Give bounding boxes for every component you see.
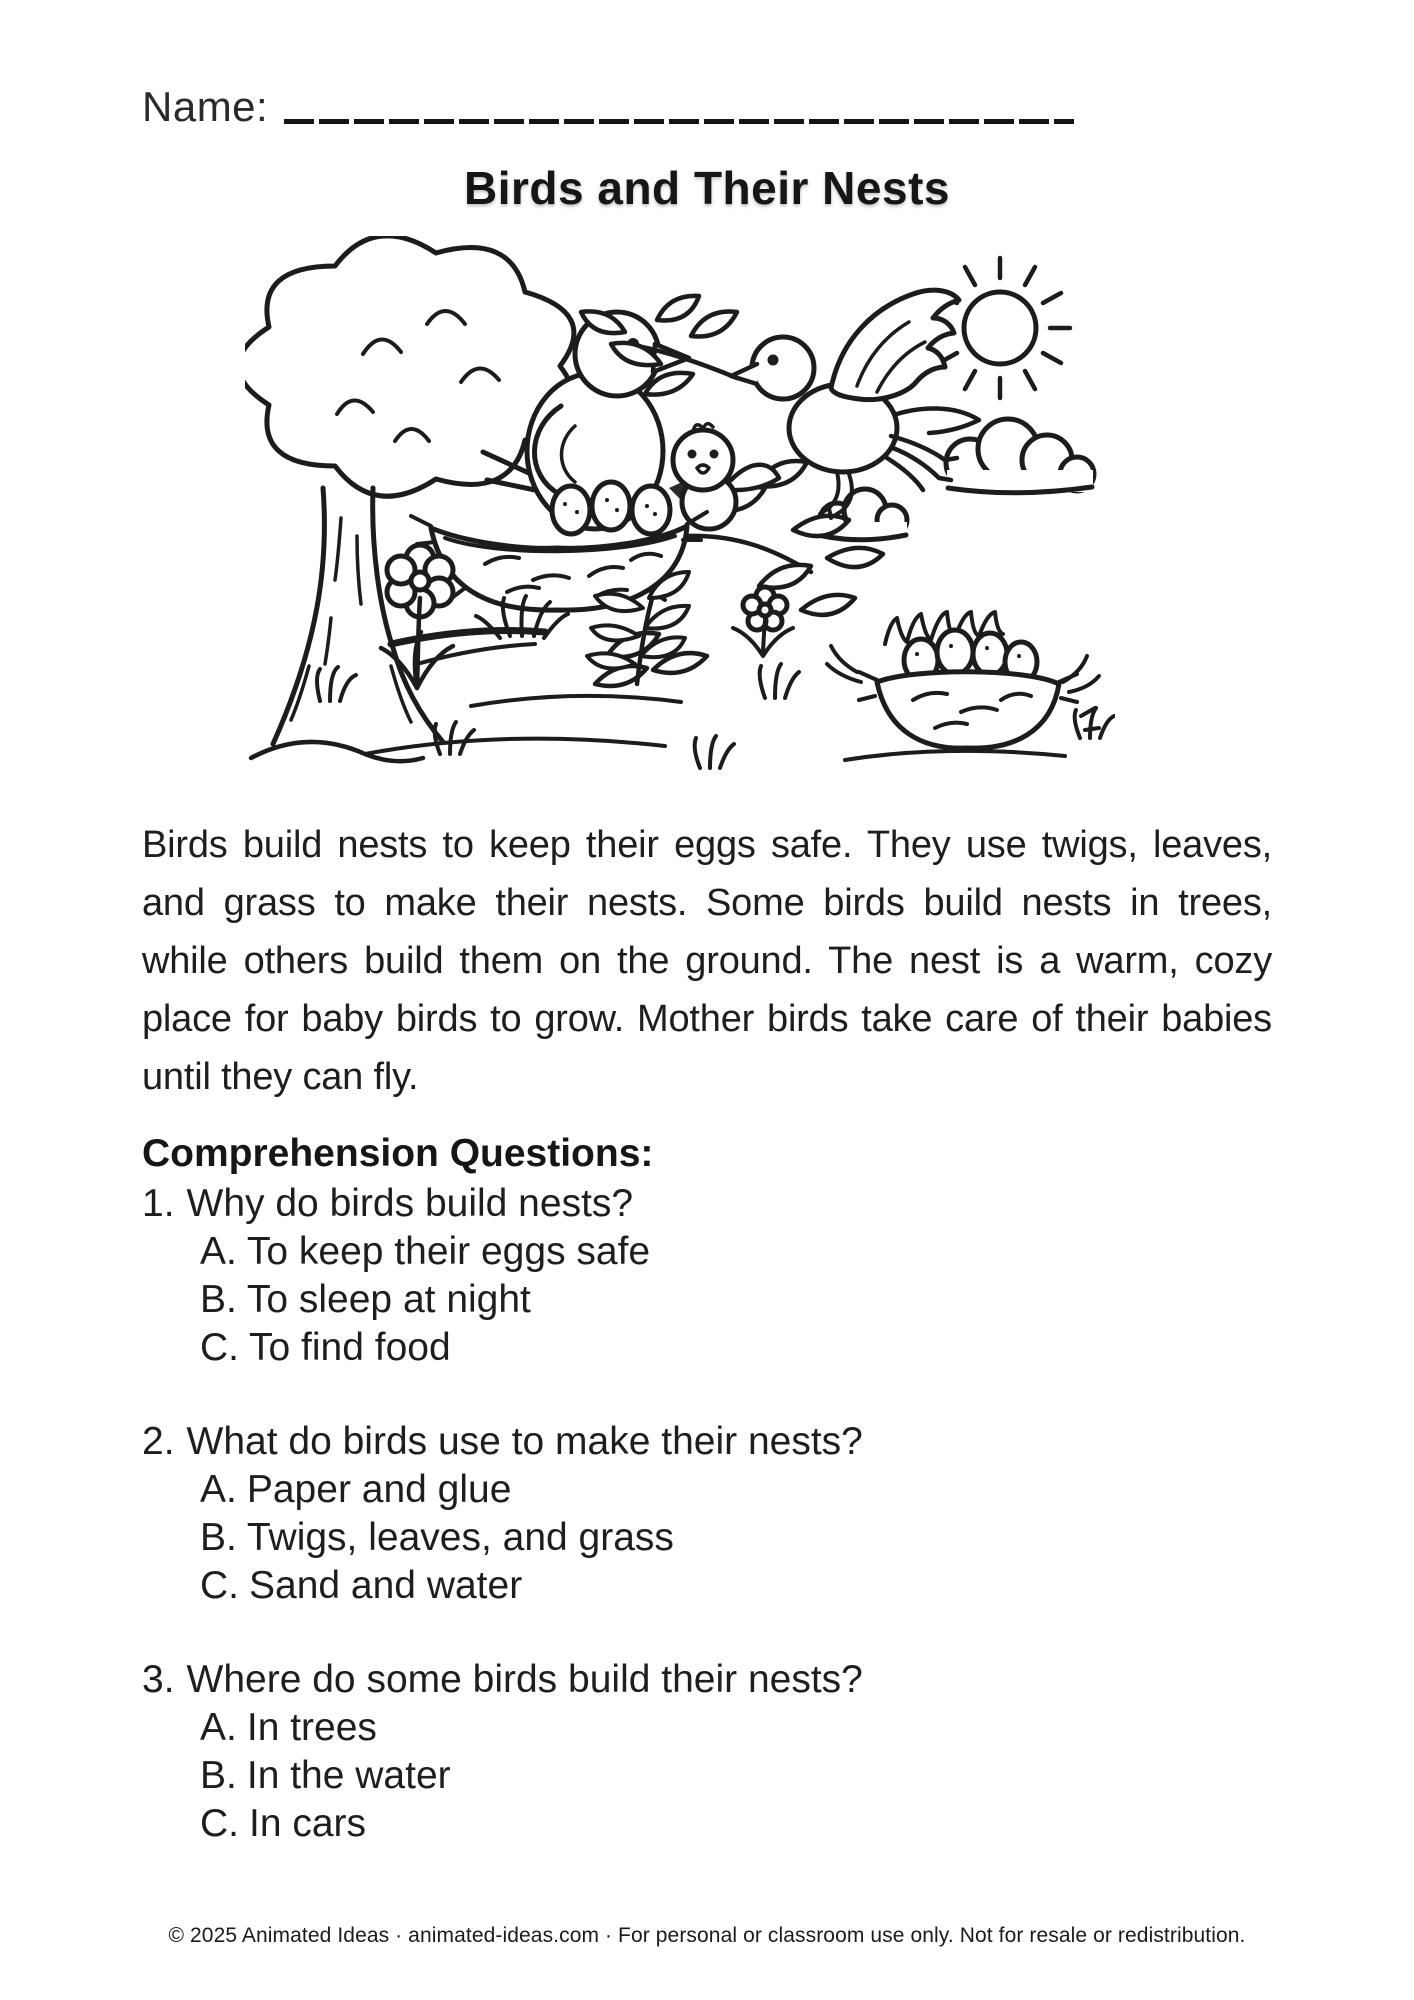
comprehension-questions [142, 1130, 1272, 1848]
option-letter: C. [200, 1801, 239, 1845]
copyright-footer: © 2025 Animated Ideas · animated-ideas.com · For personal or classroom use only. Not for resale or redistribution. [168, 1924, 1246, 1947]
option-text: Twigs, leaves, and grass [246, 1515, 674, 1559]
option-text: In trees [246, 1705, 377, 1749]
answer-option [142, 1276, 1272, 1324]
answer-option [142, 1228, 1272, 1276]
option-letter: C. [200, 1563, 239, 1607]
option-text: In cars [249, 1801, 367, 1845]
baby-bird [673, 423, 779, 528]
name-label: Name: [142, 83, 269, 130]
tree-nest-eggs [552, 482, 670, 534]
tree [245, 236, 574, 761]
option-letter: C. [200, 1325, 239, 1369]
question-text: Why do birds build nests? [186, 1181, 634, 1225]
question-text-line [142, 1180, 1272, 1228]
ground-nest [827, 612, 1099, 748]
option-letter: B. [200, 1753, 237, 1797]
reading-passage: Birds build nests to keep their eggs safe. They use twigs, leaves, and grass to make their nests. Some birds build nests in trees, while others build them on the ground. The nest is a warm, cozy place for baby birds to grow. Mother birds take care of their babies until they can fly. [142, 823, 1272, 1098]
option-letter: A. [200, 1467, 237, 1511]
question-text: Where do some birds build their nests? [186, 1657, 863, 1701]
option-text: In the water [246, 1753, 451, 1797]
name-row [142, 70, 1272, 128]
question-number: 3. [142, 1657, 175, 1701]
answer-option [142, 1466, 1272, 1514]
answer-option [142, 1704, 1272, 1752]
small-flower [733, 587, 793, 656]
answer-option [142, 1514, 1272, 1562]
option-letter: B. [200, 1277, 237, 1321]
answer-option [142, 1324, 1272, 1372]
page-title: Birds and Their Nests [464, 162, 950, 214]
question-number: 2. [142, 1419, 175, 1463]
option-text: To keep their eggs safe [246, 1229, 651, 1273]
answer-option [142, 1800, 1272, 1848]
option-letter: A. [200, 1705, 237, 1749]
question-2 [142, 1418, 1272, 1610]
cloud-icon [946, 419, 1094, 493]
option-text: Sand and water [249, 1563, 523, 1607]
answer-option [142, 1752, 1272, 1800]
question-text: What do birds use to make their nests? [186, 1419, 863, 1463]
worksheet-illustration [245, 236, 1115, 776]
option-text: To sleep at night [246, 1277, 531, 1321]
question-text-line [142, 1656, 1272, 1704]
answer-option [142, 1562, 1272, 1610]
question-number: 1. [142, 1181, 175, 1225]
coloring-scene [245, 236, 1115, 776]
question-1 [142, 1180, 1272, 1372]
questions-heading: Comprehension Questions: [142, 1131, 654, 1175]
option-text: To find food [249, 1325, 451, 1369]
name-blank-line [284, 119, 1074, 124]
option-text: Paper and glue [246, 1467, 512, 1511]
option-letter: A. [200, 1229, 237, 1273]
question-3 [142, 1656, 1272, 1848]
question-text-line [142, 1418, 1272, 1466]
option-letter: B. [200, 1515, 237, 1559]
